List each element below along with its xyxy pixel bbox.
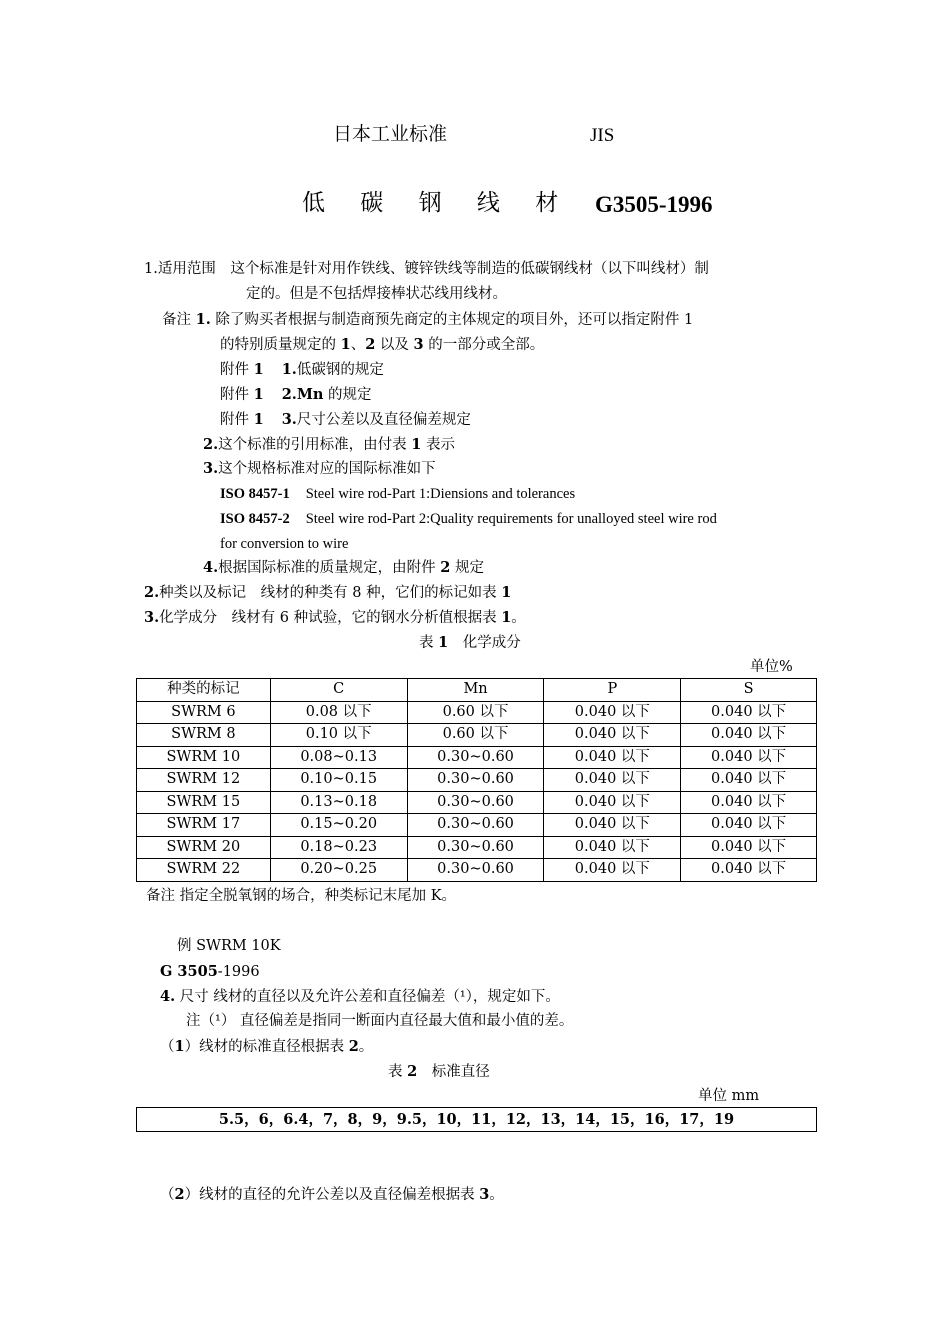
table-cell: 0.20~0.25: [270, 859, 407, 882]
standard-diameter-table: [136, 1107, 817, 1132]
header-cell: P: [544, 679, 681, 702]
document-code: G3505-1996: [595, 192, 713, 217]
note1-num: 1.: [195, 311, 211, 328]
table-header-row: [137, 679, 817, 702]
note3: 3.这个规格标准对应的国际标准如下: [203, 460, 436, 477]
table-row: [137, 724, 817, 747]
table-cell: 0.040 以下: [681, 836, 817, 859]
table-cell: SWRM 17: [137, 814, 271, 837]
table-cell: 0.30~0.60: [407, 859, 544, 882]
table-cell: 0.18~0.23: [270, 836, 407, 859]
annex-item-1: 附件 1 1.低碳钢的规定: [220, 361, 384, 378]
table-cell: 0.30~0.60: [407, 814, 544, 837]
table-cell: 0.08 以下: [270, 701, 407, 724]
table-cell: 0.60 以下: [407, 724, 544, 747]
table-cell: SWRM 10: [137, 746, 271, 769]
table-cell: 0.15~0.20: [270, 814, 407, 837]
table-cell: SWRM 12: [137, 769, 271, 792]
table-row: [137, 859, 817, 882]
table1-unit: 单位%: [750, 659, 793, 675]
table-cell: 0.60 以下: [407, 701, 544, 724]
standard-name: 日本工业标准: [333, 123, 448, 145]
table-cell: 0.040 以下: [544, 791, 681, 814]
iso-ref-2-cont: for conversion to wire: [220, 536, 349, 552]
table-row: [137, 814, 817, 837]
iso-ref-1: ISO 8457-1 Steel wire rod-Part 1:Diensions and tolerances: [220, 486, 576, 502]
table-cell: 0.30~0.60: [407, 769, 544, 792]
header-cell: S: [681, 679, 817, 702]
section4: 4. 尺寸 线材的直径以及允许公差和直径偏差（¹），规定如下。: [160, 988, 560, 1005]
note4: 4.根据国际标准的质量规定，由附件 2 规定: [203, 559, 484, 576]
note2: 2.这个标准的引用标准，由付表 1 表示: [203, 436, 455, 453]
table-cell: 0.040 以下: [681, 746, 817, 769]
table-row: [137, 701, 817, 724]
annex-item-2: 附件 1 2.Mn 的规定: [220, 386, 372, 403]
standard-diameter-values: 5.5，6，6.4，7，8，9，9.5，10，11，12，13，14，15，16，17，19: [218, 1111, 735, 1128]
table-cell: 0.13~0.18: [270, 791, 407, 814]
example: 例 SWRM 10K: [177, 938, 281, 954]
annex-item-3: 附件 1 3.尺寸公差以及直径偏差规定: [220, 411, 471, 428]
table-cell: 0.040 以下: [544, 724, 681, 747]
section1-line2: 定的。但是不包括焊接棒状芯线用线材。: [246, 286, 507, 302]
table-cell: 0.040 以下: [681, 769, 817, 792]
header-cell: C: [270, 679, 407, 702]
table2-caption: 表 2 标准直径: [388, 1063, 490, 1080]
table-cell: SWRM 8: [137, 724, 271, 747]
section1-line1: 1.适用范围 这个标准是针对用作铁线、镀锌铁线等制造的低碳钢线材（以下叫线材）制: [144, 261, 709, 277]
header-cell: Mn: [407, 679, 544, 702]
table-cell: 0.30~0.60: [407, 836, 544, 859]
table-cell: 0.040 以下: [681, 814, 817, 837]
table-cell: 0.040 以下: [544, 701, 681, 724]
table-row: [137, 769, 817, 792]
table-cell: 0.040 以下: [681, 701, 817, 724]
table-row: [137, 746, 817, 769]
table-cell: SWRM 6: [137, 701, 271, 724]
table-cell: 0.040 以下: [681, 791, 817, 814]
iso-ref-2: ISO 8457-2 Steel wire rod-Part 2:Quality requirements for unalloyed steel wire rod: [220, 511, 717, 527]
table-cell: 0.30~0.60: [407, 746, 544, 769]
table-cell: SWRM 20: [137, 836, 271, 859]
table-cell: SWRM 15: [137, 791, 271, 814]
standard-code: JIS: [590, 125, 615, 146]
table-cell: 0.10 以下: [270, 724, 407, 747]
note-label: 备注: [162, 312, 191, 328]
section4-item2: （2）线材的直径的允许公差以及直径偏差根据表 3。: [160, 1186, 504, 1203]
note1-line1: 除了购买者根据与制造商预先商定的主体规定的项目外，还可以指定附件 1: [215, 312, 694, 328]
document-title: 低 碳 钢 线 材: [302, 190, 573, 216]
table-cell: 0.040 以下: [544, 859, 681, 882]
table-cell: 0.30~0.60: [407, 791, 544, 814]
table2-unit: 单位 mm: [698, 1088, 760, 1104]
table-cell: 0.10~0.15: [270, 769, 407, 792]
section4-item1: （1）线材的标准直径根据表 2。: [160, 1038, 374, 1055]
chemical-composition-table: [136, 678, 817, 882]
section3: 3.化学成分 线材有 6 种试验，它的钢水分析值根据表 1。: [144, 609, 526, 626]
table-cell: 0.040 以下: [681, 859, 817, 882]
table-cell: 0.040 以下: [681, 724, 817, 747]
page-code: G 3505-1996: [160, 963, 260, 980]
table-row: [137, 791, 817, 814]
table-cell: 0.040 以下: [544, 769, 681, 792]
section2: 2.种类以及标记 线材的种类有 8 种，它们的标记如表 1: [144, 584, 512, 601]
table-cell: 0.040 以下: [544, 814, 681, 837]
table-cell: 0.040 以下: [544, 836, 681, 859]
table1-note: 备注 指定全脱氧钢的场合，种类标记末尾加 K。: [146, 888, 457, 904]
section4-note: 注（¹） 直径偏差是指同一断面内直径最大值和最小值的差。: [186, 1013, 574, 1029]
table-cell: 0.040 以下: [544, 746, 681, 769]
table1-caption: 表 1 化学成分: [419, 634, 521, 651]
header-cell: 种类的标记: [137, 679, 271, 702]
table-row: [137, 836, 817, 859]
note1-line2: 的特别质量规定的 1、2 以及 3 的一部分或全部。: [220, 336, 545, 353]
table-cell: SWRM 22: [137, 859, 271, 882]
note1: [162, 311, 693, 329]
table-cell: 0.08~0.13: [270, 746, 407, 769]
